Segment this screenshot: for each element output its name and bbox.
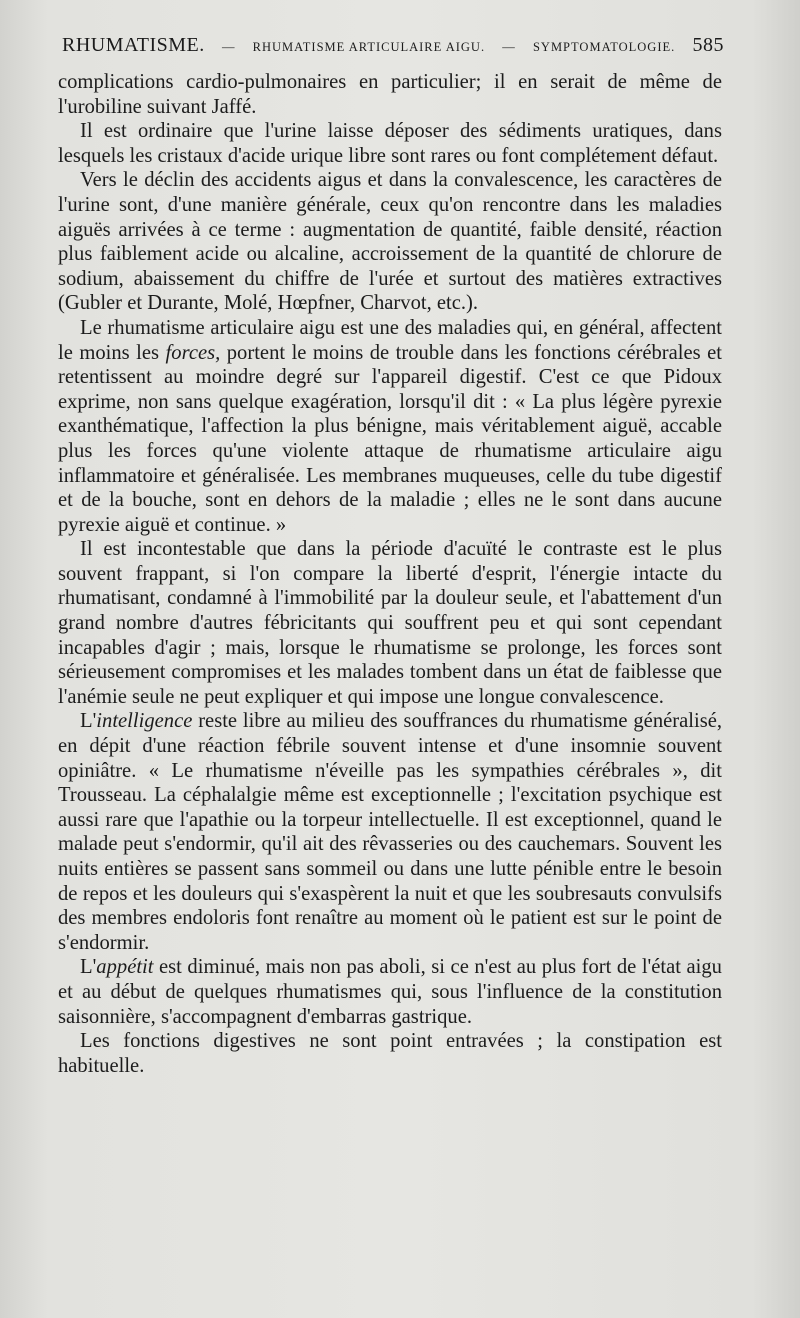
paragraph-contrast: Il est incontestable que dans la période d'acuïté le contraste est le plus souvent frappant, si l'on compare la liberté d'esprit, l'énergie intacte du rhumatisant, condamné à l'immobilité par la douleur seule, et l'abattement d'un grand nombre d'autres fébricitants qui souffrent peu et qui sont cependant incapables d'agir ; mais, lorsque le rhumatisme se prolonge, les forces sont sérieusement compromises et les malades tombent dans un état de faiblesse que l'anémie seule ne peut expliquer et qui impose une longue convalescence. [58,538,722,708]
header-title: RHUMATISME. [62,34,205,56]
paragraph-appetit-article: L' [80,956,97,979]
paragraph-appetit-body: est diminué, mais non pas aboli, si ce n'est au plus fort de l'état aigu et au début de quelques rhumatismes qui, sous l'influence de la constitution saisonnière, s'accompagnent d'embarras gastrique. [58,956,722,1028]
paragraph-sediments: Il est ordinaire que l'urine laisse déposer des sédiments uratiques, dans lesquels les cristaux d'acide urique libre sont rares ou font complétement défaut. [58,120,722,167]
paragraph-continued: complications cardio-pulmonaires en particulier; il en serait de même de l'urobiline suivant Jaffé. [58,71,722,118]
header-section: RHUMATISME ARTICULAIRE AIGU. [252,40,486,54]
running-header [62,34,724,57]
header-subsection: SYMPTOMATOLOGIE. [532,40,676,54]
paragraph-convalescence-urine: Vers le déclin des accidents aigus et dans la convalescence, les caractères de l'urine sont, d'une manière générale, ceux qu'on rencontre dans les maladies aiguës arrivées à ce terme : augmentation de quantité, faible densité, réaction plus faiblement acide ou alcaline, accroissement de la quantité de chlorure de sodium, abaissement du chiffre de l'urée et surtout des matières extractives (Gubler et Durante, Molé, Hœpfner, Charvot, etc.). [58,169,722,315]
paragraph-intelligence [58,709,722,955]
paragraph-appetit [58,955,722,1029]
paragraph-intelligence-body: reste libre au milieu des souffrances du rhumatisme généralisé, en dépit d'une réaction fébrile souvent intense et d'une insomnie souvent opiniâtre. « Le rhumatisme n'éveille pas les sympathies cérébrales », dit Trousseau. La céphalalgie même est exceptionnelle ; l'excitation psychique est aussi rare que l'apathie ou la torpeur intellectuelle. Il est exceptionnel, quand le malade peut s'endormir, qu'il ait des rêvasseries ou des cauchemars. Souvent les nuits entières se passent sans sommeil ou dans une lutte pénible entre le besoin de repos et les douleurs qui s'exaspèrent la nuit et que les soubresauts convulsifs des membres endoloris font renaître au moment où le patient est sur le point de s'endormir. [58,710,722,954]
body-text [58,70,722,1078]
term-intelligence: intelligence [96,710,193,733]
header-dash-1: — [221,40,236,54]
paragraph-digestive: Les fonctions digestives ne sont point entravées ; la constipation est habituelle. [58,1030,722,1077]
paragraph-intelligence-article: L' [80,710,97,733]
page-number: 585 [692,34,724,56]
paragraph-forces-part-2: portent le moins de trouble dans les fonctions cérébrales et retentissent au moindre degré sur l'appareil digestif. C'est ce que Pidoux exprime, non sans quelque exagération, lorsqu'il dit : « La plus légère pyrexie exanthématique, l'affection la plus bénigne, mais véritablement aiguë, accable plus les forces qu'une violente attaque de rhumatisme articulaire aigu inflammatoire et généralisée. Les membranes muqueuses, celle du tube digestif et de la bouche, sont en dehors de la maladie ; elles ne le sont dans aucune pyrexie aiguë et continue. » [58,341,722,536]
term-appetit: appétit [96,956,154,979]
header-dash-2: — [502,40,516,54]
paragraph-forces [58,316,722,537]
paragraph-forces-part-1: Le rhumatisme articulaire aigu est une des maladies qui, en général, affectent le moins les [58,316,722,364]
term-forces: forces, [165,341,221,364]
